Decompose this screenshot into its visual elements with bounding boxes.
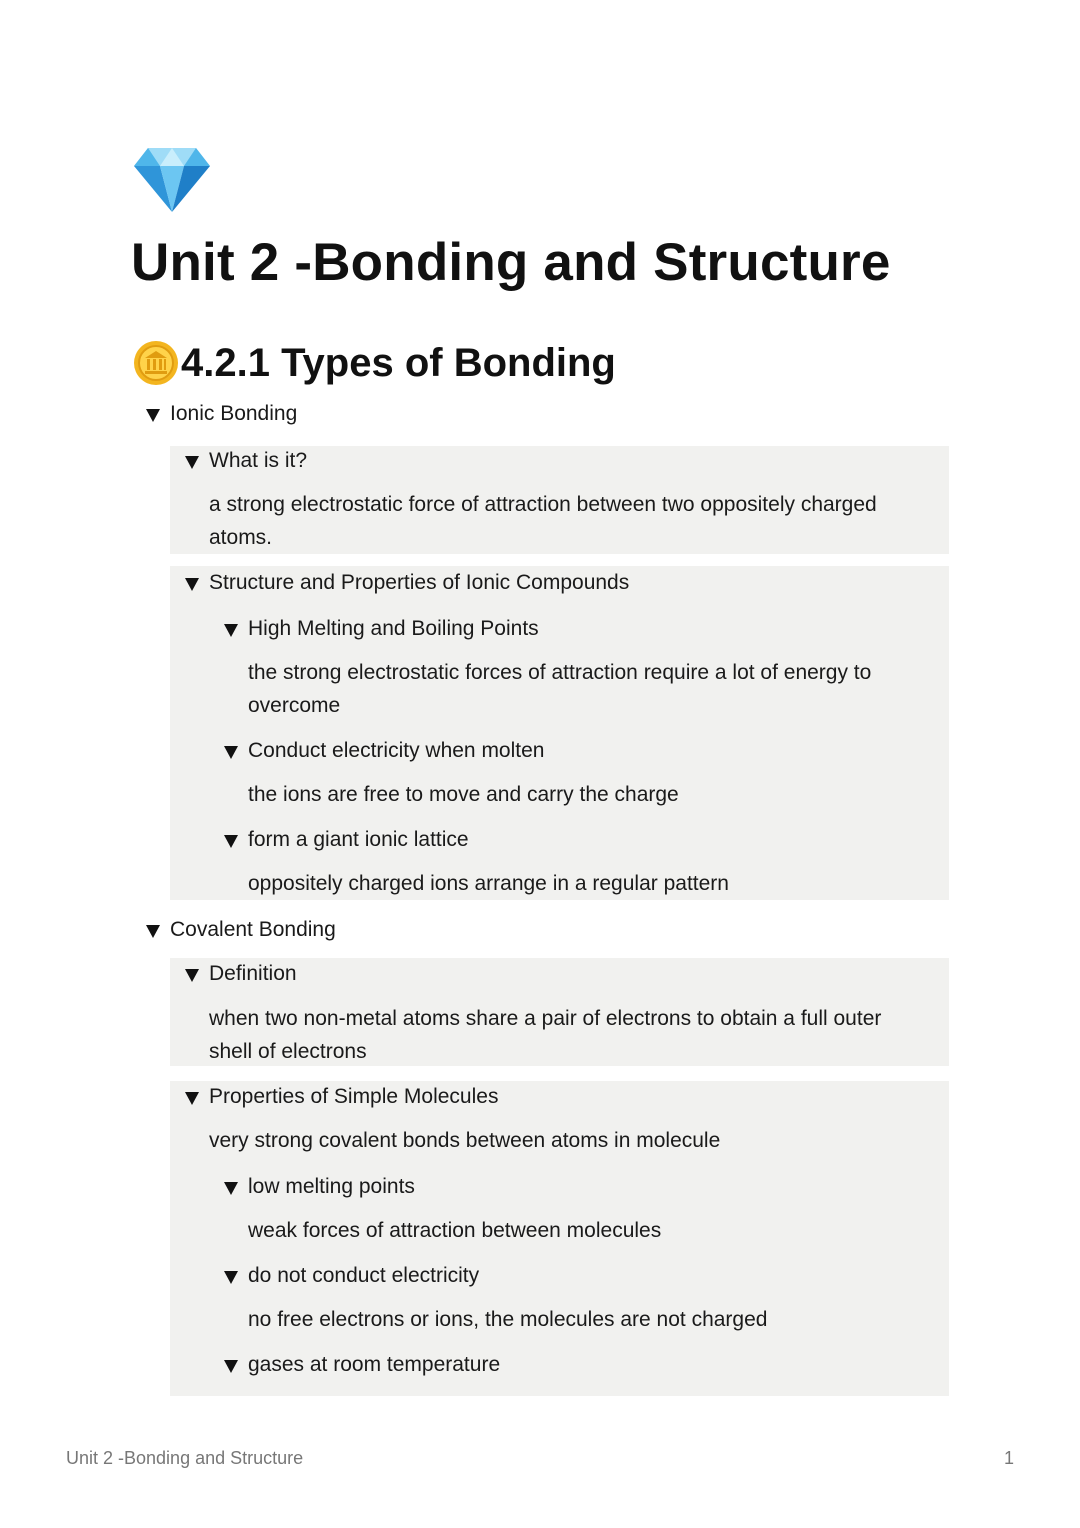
footer-title: Unit 2 -Bonding and Structure <box>66 1448 304 1468</box>
toggle-high-melting[interactable] <box>224 615 539 643</box>
toggle-triangle-icon[interactable] <box>185 578 199 591</box>
toggle-label: Ionic Bonding <box>170 402 298 425</box>
gem-icon <box>132 144 212 214</box>
toggle-structure-properties[interactable] <box>185 569 629 597</box>
toggle-covalent-bonding[interactable] <box>146 916 336 944</box>
body-text: weak forces of attraction between molecules <box>248 1219 662 1242</box>
toggle-giant-lattice[interactable] <box>224 826 469 854</box>
body-text: a strong electrostatic force of attraction between two oppositely charged <box>209 493 877 516</box>
toggle-label: form a giant ionic lattice <box>248 828 469 851</box>
section-heading <box>133 336 616 390</box>
page-title: Unit 2 -Bonding and Structure <box>131 233 891 292</box>
toggle-what-is-it[interactable] <box>185 447 307 475</box>
toggle-label: gases at room temperature <box>248 1353 501 1376</box>
toggle-label: Conduct electricity when molten <box>248 739 545 762</box>
toggle-label: What is it? <box>209 449 308 472</box>
coin-icon <box>133 340 179 386</box>
toggle-triangle-icon[interactable] <box>146 409 160 422</box>
toggle-triangle-icon[interactable] <box>224 1360 238 1373</box>
toggle-triangle-icon[interactable] <box>185 456 199 469</box>
body-text: atoms. <box>209 526 273 549</box>
toggle-triangle-icon[interactable] <box>146 925 160 938</box>
toggle-label: High Melting and Boiling Points <box>248 617 539 640</box>
toggle-label: Definition <box>209 962 297 985</box>
toggle-ionic-bonding[interactable] <box>146 400 297 428</box>
body-text: the strong electrostatic forces of attraction require a lot of energy to <box>248 661 872 684</box>
toggle-label: Properties of Simple Molecules <box>209 1085 499 1108</box>
body-text: shell of electrons <box>209 1040 367 1063</box>
toggle-label: do not conduct electricity <box>248 1264 480 1287</box>
section-heading-text: 4.2.1 Types of Bonding <box>181 340 616 385</box>
toggle-triangle-icon[interactable] <box>224 1182 238 1195</box>
toggle-triangle-icon[interactable] <box>224 1271 238 1284</box>
body-text: very strong covalent bonds between atoms in molecule <box>209 1129 721 1152</box>
page-number: 1 <box>1003 1448 1014 1468</box>
toggle-gases-room-temp[interactable] <box>224 1351 500 1379</box>
toggle-triangle-icon[interactable] <box>185 969 199 982</box>
body-text: the ions are free to move and carry the charge <box>248 783 679 806</box>
toggle-conduct-molten[interactable] <box>224 737 544 765</box>
body-text: oppositely charged ions arrange in a regular pattern <box>248 872 729 895</box>
body-text: overcome <box>248 694 341 717</box>
toggle-low-melting[interactable] <box>224 1173 415 1201</box>
toggle-triangle-icon[interactable] <box>224 835 238 848</box>
body-text: when two non-metal atoms share a pair of electrons to obtain a full outer <box>209 1007 882 1030</box>
body-text: no free electrons or ions, the molecules are not charged <box>248 1308 768 1331</box>
toggle-label: Structure and Properties of Ionic Compounds <box>209 571 630 594</box>
toggle-no-conduct[interactable] <box>224 1262 479 1290</box>
toggle-label: Covalent Bonding <box>170 918 336 941</box>
toggle-triangle-icon[interactable] <box>185 1092 199 1105</box>
toggle-triangle-icon[interactable] <box>224 624 238 637</box>
toggle-label: low melting points <box>248 1175 415 1198</box>
toggle-definition[interactable] <box>185 960 297 988</box>
toggle-simple-molecules[interactable] <box>185 1083 498 1111</box>
toggle-triangle-icon[interactable] <box>224 746 238 759</box>
